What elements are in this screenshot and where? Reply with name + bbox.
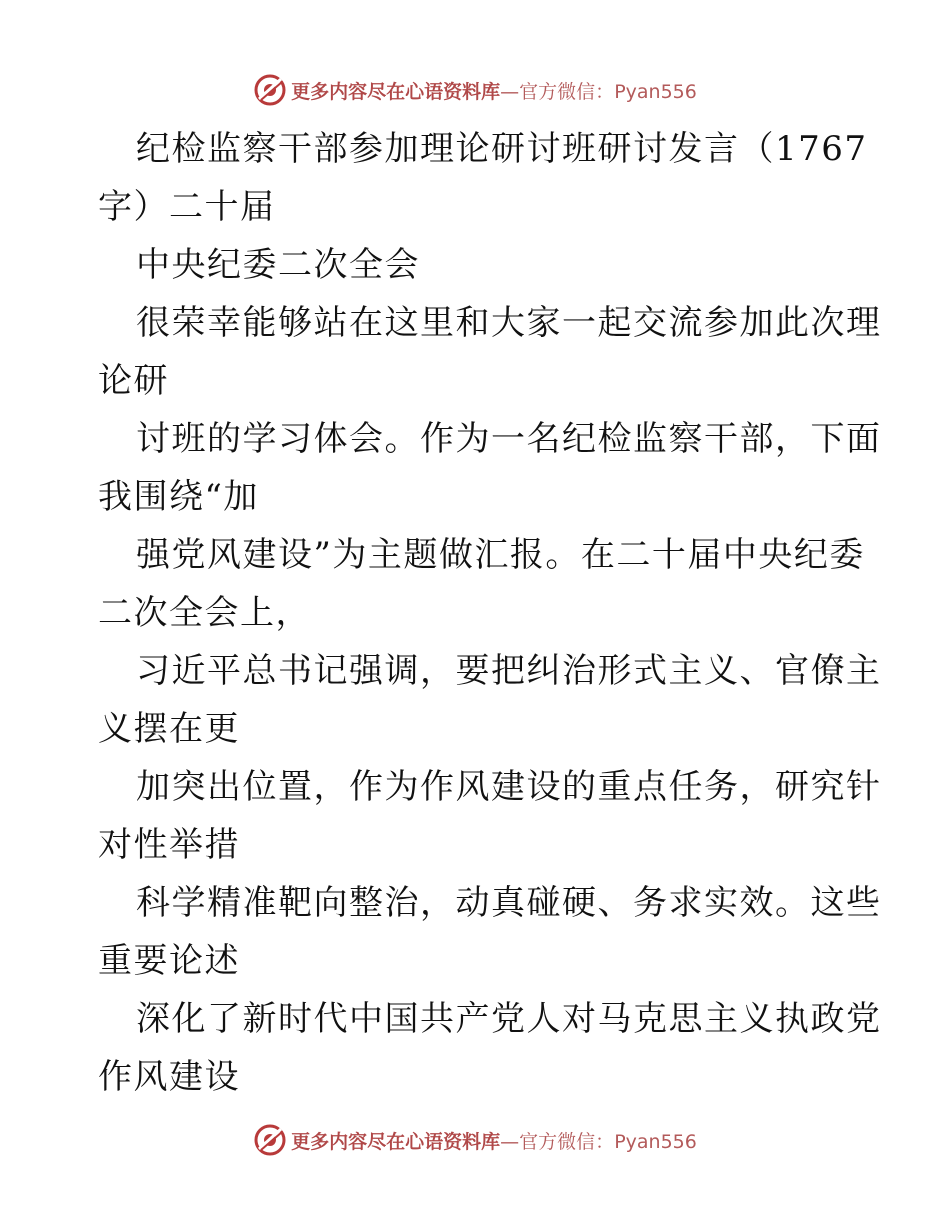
text-line: 字）二十届 bbox=[98, 187, 276, 227]
text-line: 论研 bbox=[98, 361, 169, 401]
text-line: 讨班的学习体会。作为一名纪检监察干部，下面 bbox=[136, 419, 882, 459]
text-line: 习近平总书记强调，要把纠治形式主义、官僚主 bbox=[136, 651, 882, 691]
text-line: 纪检监察干部参加理论研讨班研讨发言（1767 bbox=[136, 129, 868, 169]
text-line: 深化了新时代中国共产党人对马克思主义执政党 bbox=[136, 999, 882, 1039]
text-line: 我围绕“加 bbox=[98, 477, 259, 517]
header-watermark bbox=[0, 70, 950, 110]
text-line: 义摆在更 bbox=[98, 709, 240, 749]
document-body bbox=[98, 120, 882, 1106]
watermark-dash: — bbox=[500, 80, 520, 103]
logo-icon bbox=[253, 73, 287, 107]
watermark-main: 更多内容尽在心语资料库 bbox=[291, 80, 501, 103]
watermark-text bbox=[291, 77, 697, 104]
text-line: 科学精准靶向整治，动真碰硬、务求实效。这些 bbox=[136, 883, 882, 923]
text-line: 中央纪委二次全会 bbox=[136, 245, 420, 285]
text-line: 加突出位置，作为作风建设的重点任务，研究针 bbox=[136, 767, 882, 807]
footer-watermark bbox=[0, 1120, 950, 1160]
text-line: 很荣幸能够站在这里和大家一起交流参加此次理 bbox=[136, 303, 882, 343]
watermark-official: 官方微信： bbox=[519, 1130, 615, 1153]
watermark-dash: — bbox=[500, 1130, 520, 1153]
text-line: 作风建设 bbox=[98, 1057, 240, 1097]
watermark-account: Pyan556 bbox=[614, 80, 697, 103]
watermark-text bbox=[291, 1127, 697, 1154]
text-line: 对性举措 bbox=[98, 825, 240, 865]
logo-icon bbox=[253, 1123, 287, 1157]
watermark-main: 更多内容尽在心语资料库 bbox=[291, 1130, 501, 1153]
watermark-account: Pyan556 bbox=[614, 1130, 697, 1153]
text-line: 二次全会上， bbox=[98, 593, 311, 633]
watermark-official: 官方微信： bbox=[519, 80, 615, 103]
text-line: 强党风建设”为主题做汇报。在二十届中央纪委 bbox=[136, 535, 865, 575]
text-line: 重要论述 bbox=[98, 941, 240, 981]
